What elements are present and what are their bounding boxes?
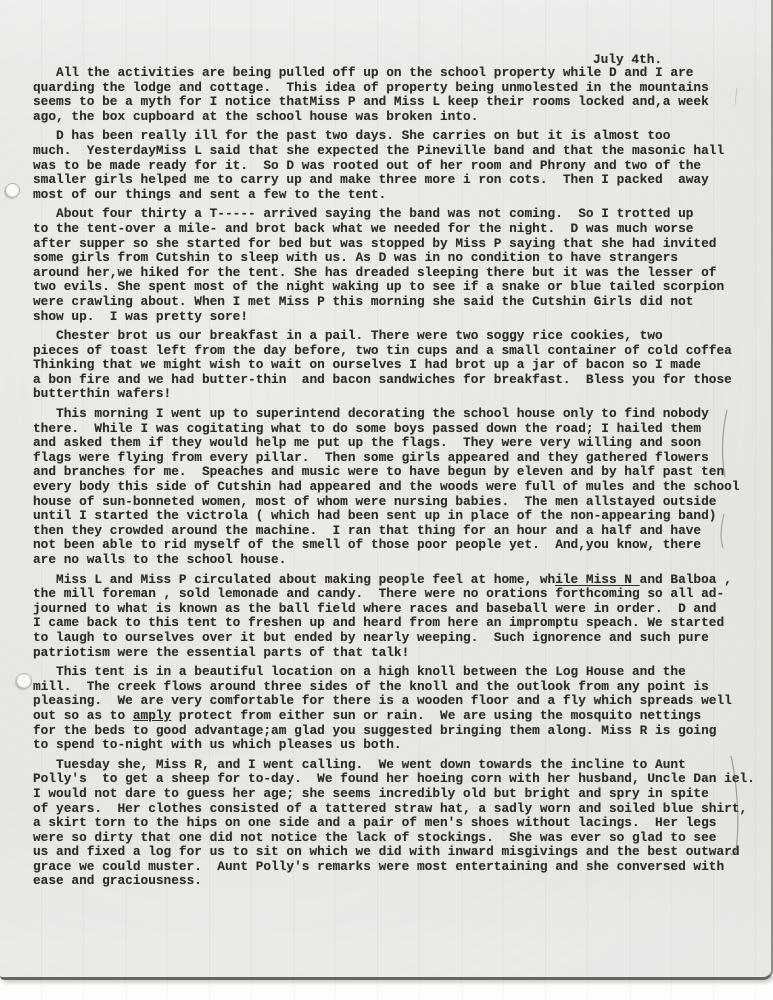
paragraph xyxy=(33,758,765,889)
text-line: after supper so she started for bed but was stopped by Miss P saying that she had invited xyxy=(33,235,717,251)
text-line: quarding the lodge and cottage. This idea of property being unmolested in the mountains xyxy=(33,79,709,95)
text-line: show up. I was pretty sore! xyxy=(33,308,249,324)
paragraph xyxy=(33,207,765,324)
text-line: journed to what is known as the ball field where races and baseball were in order. D and xyxy=(33,600,717,616)
text-line: the mill foreman , sold lemonade and candy. There were no orations forthcoming so all ad- xyxy=(33,586,725,602)
date-heading: July 4th. xyxy=(593,52,663,67)
text-line: house of sun-bonneted women, most of whom were nursing babies. The men allstayed outside xyxy=(33,493,717,509)
text-line: pieces of toast left from the day before, two tin cups and a small container of cold coffea xyxy=(33,342,732,358)
paragraph xyxy=(33,573,765,661)
text-line: This morning I went up to superintend decorating the school house only to find nobody xyxy=(33,406,709,422)
text-line: and branches for me. Speaches and music were to have begun by eleven and by half past ten xyxy=(33,464,725,480)
paragraph xyxy=(33,665,765,753)
text-line: grace we could muster. Aunt Polly's remarks were most entertaining and she conversed with xyxy=(33,858,725,874)
text-line: a skirt torn to the hips on one side and a pair of men's shoes without lacings. Her legs xyxy=(33,815,717,831)
text-line: were crawling about. When I met Miss P this morning she said the Cutshin Girls did not xyxy=(33,293,694,309)
text-line: for the beds to good advantage;am glad you suggested bringing them along. Miss R is going xyxy=(33,722,717,738)
text-line: much. YesterdayMiss L said that she expected the Pineville band and that the masonic hall xyxy=(33,142,725,158)
text-line: About four thirty a T----- arrived saying the band was not coming. So I trotted up xyxy=(33,206,694,222)
document-body xyxy=(33,66,765,889)
text-line: Chester brot us our breakfast in a pail. There were two soggy rice cookies, two xyxy=(33,328,663,344)
text-line: there. While I was cogitating what to do some boys passed down the road; I hailed them xyxy=(33,420,702,436)
text-line: was to be made ready for it. So D was rooted out of her room and Phrony and two of the xyxy=(33,157,702,173)
text-line: and asked them if they would help me put up the flags. They were very willing and soon xyxy=(33,435,702,451)
text-line: until I started the victrola ( which had been sent up in place of the non-appearing band) xyxy=(33,508,717,524)
text-line: smaller girls helped me to carry up and make three more i ron cots. Then I packed away xyxy=(33,172,709,188)
text-line: flags were flying from every pillar. Then some girls appeared and they gathered flowers xyxy=(33,449,709,465)
text-line: pleasing. We are very comfortable for there is a wooden floor and a fly which spreads well xyxy=(33,693,732,709)
text-line: I would not dare to guess her age; she seems incredibly old but bright and spry in spite xyxy=(33,785,709,801)
text-line: Tuesday she, Miss R, and I went calling. We went down towards the incline to Aunt xyxy=(33,756,686,772)
text-line: around her,we hiked for the tent. She has dreaded sleeping there but it was the lesser of xyxy=(33,264,717,280)
text-line: D has been really ill for the past two days. She carries on but it is almost too xyxy=(33,128,671,144)
paragraph xyxy=(33,407,765,568)
punch-hole xyxy=(5,183,20,198)
text-line: of years. Her clothes consisted of a tattered straw hat, a sadly worn and soiled blue shirt, xyxy=(33,800,748,816)
text-line: most of our things and sent a few to the tent. xyxy=(33,186,387,202)
text-line: ease and graciousness. xyxy=(33,873,202,889)
text-line: Thinking that we might wish to wait on ourselves I had brot up a jar of bacon so I made xyxy=(33,357,702,373)
text-line: mill. The creek flows around three sides of the knoll and the outlook from any point is xyxy=(33,678,709,694)
text-line: Miss L and Miss P circulated about making people feel at home, while Miss N and Balboa , xyxy=(33,571,732,587)
text-line: some girls from Cutshin to sleep with us. As D was in no condition to have strangers xyxy=(33,250,679,266)
punch-hole xyxy=(16,673,32,689)
text-line: I came back to this tent to freshen up and heard from here an impromptu speach. We started xyxy=(33,615,725,631)
text-line: to spend to-night with us which pleases us both. xyxy=(33,737,402,753)
text-line: to the tent-over a mile- and brot back what we needed for the night. D was much worse xyxy=(33,220,694,236)
text-line: were so dirty that one did not notice the lack of stockings. She was ever so glad to see xyxy=(33,829,717,845)
text-line: ago, the box cupboard at the school house was broken into. xyxy=(33,108,479,124)
text-line: us and fixed a log for us to sit on which we did with inward misgivings and the best outward xyxy=(33,844,740,860)
text-line: two evils. She spent most of the night waking up to see if a snake or blue tailed scorpion xyxy=(33,279,725,295)
text-line: every body this side of Cutshin had appeared and the woods were full of mules and the school xyxy=(33,479,740,495)
paragraph xyxy=(33,329,765,402)
text-line: out so as to amply protect from either sun or rain. We are using the mosquito nettings xyxy=(33,707,702,723)
paragraph xyxy=(33,66,765,124)
text-line: are no walls to the school house. xyxy=(33,552,287,567)
text-line: butterthin wafers! xyxy=(33,386,172,402)
text-line: a bon fire and we had butter-thin and bacon sandwiches for breakfast. Bless you for those xyxy=(33,371,732,387)
text-line: This tent is in a beautiful location on a high knoll between the Log House and the xyxy=(33,664,686,680)
text-line: not been able to rid myself of the smell of those poor people yet. And,you know, there xyxy=(33,537,702,553)
text-line: seems to be a myth for I notice thatMiss P and Miss L keep their rooms locked and,a week xyxy=(33,94,709,110)
text-line: All the activities are being pulled off up on the school property while D and I are xyxy=(33,65,694,80)
text-line: patriotism were the essential parts of that talk! xyxy=(33,644,410,660)
paragraph xyxy=(33,129,765,202)
text-line: Polly's to get a sheep for to-day. We found her hoeing corn with her husband, Uncle Dan iel. xyxy=(33,771,755,787)
text-line: to laugh to ourselves over it but ended by nearly weeping. Such ignorence and such pure xyxy=(33,629,709,645)
text-line: then they crowded around the machine. I ran that thing for an hour and a half and have xyxy=(33,522,702,538)
